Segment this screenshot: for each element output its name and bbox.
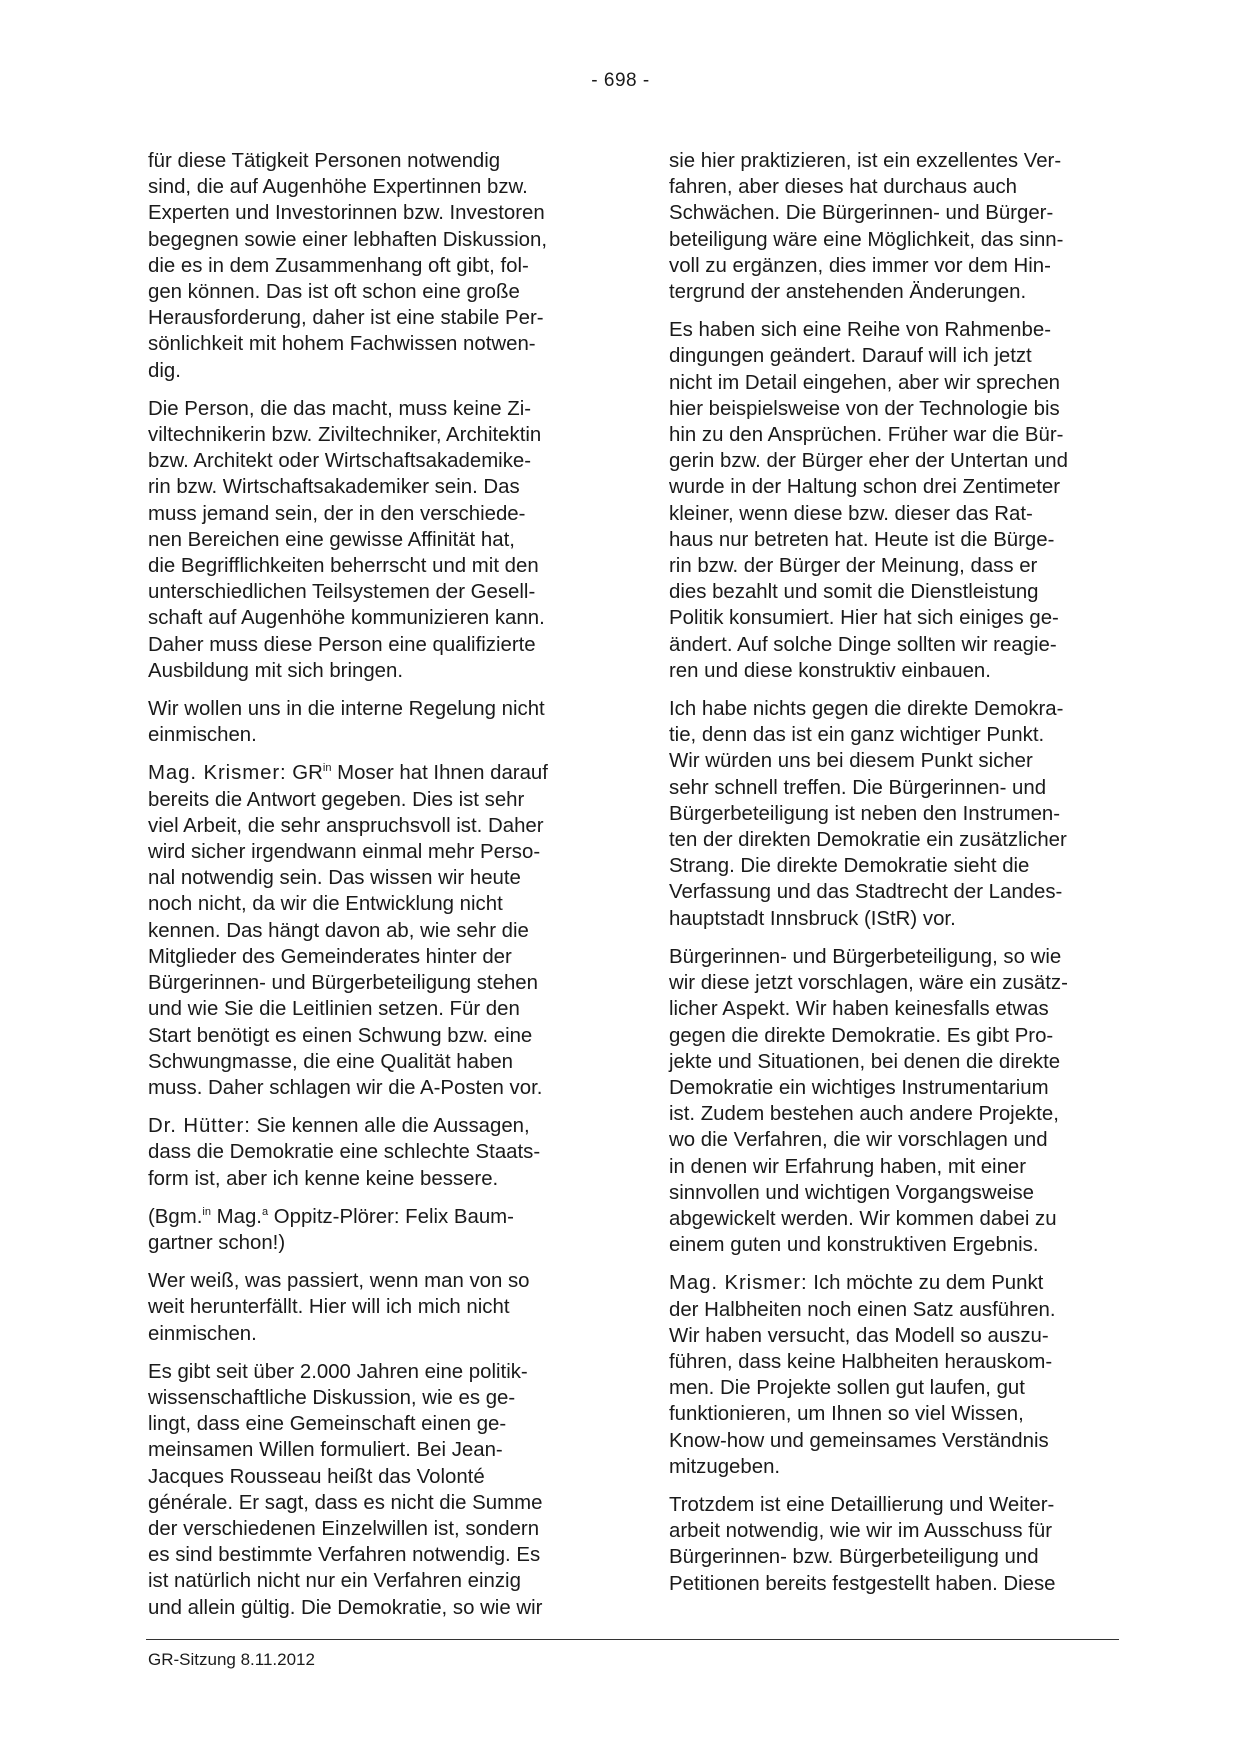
- paragraph: Es haben sich eine Reihe von Rahmenbe- dingungen geändert. Darauf will ich jetzt nicht im Detail eingehen, aber wir sprechen hier beispielsweise von der Technologie bis hin zu den Ansprüchen. Früher war die Bür- gerin bzw. der Bürger eher der Untertan und wurde in der Haltung schon drei Zentimeter kleiner, wenn diese bzw. dieser das Rat- haus nur betreten hat. Heute ist die Bürge- rin bzw. der Bürger der Meinung, dass er dies bezahlt und somit die Dienstleistung Politik konsumiert. Hier hat sich einiges ge- ändert. Auf solche Dinge sollten wir reagie- ren und diese konstruktiv einbauen.: [669, 319, 1068, 682]
- speaker-name: Mag. Krismer:: [669, 1272, 808, 1295]
- interjection: (Bgm.$^{in}$ Mag.$^a$ Oppitz-Plörer: Felix Baum- gartner schon!): [148, 1205, 514, 1254]
- paragraph: Ich habe nichts gegen die direkte Demokra- tie, denn das ist ein ganz wichtiger Punkt. Wir würden uns bei diesem Punkt sicher sehr schnell treffen. Die Bürgerinnen- und Bürgerbeteiligung ist neben den Instrumen- ten der direkten Demokratie ein zusätzlicher Strang. Die direkte Demokratie sieht die Verfassung und das Stadtrecht der Landes- hauptstadt Innsbruck (IStR) vor.: [669, 698, 1067, 930]
- footer-session-date: GR-Sitzung 8.11.2012: [148, 1650, 315, 1669]
- speech-krismer: Mag. Krismer: Ich möchte zu dem Punkt der Halbheiten noch einen Satz ausführen. Wir haben versucht, das Modell so auszu- führen, dass keine Halbheiten herauskom- men. Die Projekte sollen gut laufen, gut funktionieren, um Ihnen so viel Wissen, Know-how und gemeinsames Verständnis mitzugeben.: [669, 1272, 1056, 1478]
- page-number: - 698 -: [591, 70, 650, 91]
- speech-krismer: Mag. Krismer: $GR^{in}$ Moser hat Ihnen darauf bereits die Antwort gegeben. Dies ist sehr viel Arbeit, die sehr anspruchsvoll ist. Daher wird sicher irgendwann einmal mehr Perso- nal notwendig sein. Das wissen wir heute noch nicht, da wir die Entwicklung nicht kennen. Das hängt davon ab, wie sehr die Mitglieder des Gemeinderates hinter der Bürgerinnen- und Bürgerbeteiligung stehen und wie Sie die Leitlinien setzen. Für den Start benötigt es einen Schwung bzw. eine Schwungmasse, die eine Qualität haben muss. Daher schlagen wir die A-Posten vor.: [148, 762, 548, 1099]
- right-column: [669, 148, 1114, 1609]
- footer-divider: [146, 1639, 1119, 1640]
- paragraph: Trotzdem ist eine Detaillierung und Weiter- arbeit notwendig, wie wir im Ausschuss für Bürgerinnen- bzw. Bürgerbeteiligung und Petitionen bereits festgestellt haben. Diese: [669, 1493, 1056, 1595]
- speaker-name: Dr. Hütter:: [148, 1115, 251, 1138]
- paragraph: für diese Tätigkeit Personen notwendig sind, die auf Augenhöhe Expertinnen bzw. Experten und Investorinnen bzw. Investoren begegnen sowie einer lebhaften Diskussion, die es in dem Zusammenhang oft gibt, fol- gen können. Das ist oft schon eine große Herausforderung, daher ist eine stabile Per- sönlichkeit mit hohem Fachwissen notwen- dig.: [148, 150, 548, 382]
- speech-huetter: Dr. Hütter: Sie kennen alle die Aussagen, dass die Demokratie eine schlechte Staats- form ist, aber ich kenne keine bessere.: [148, 1115, 541, 1190]
- paragraph: Wer weiß, was passiert, wenn man von so weit herunterfällt. Hier will ich mich nicht einmischen.: [148, 1270, 530, 1345]
- speaker-name: Mag. Krismer:: [148, 762, 287, 785]
- paragraph: Wir wollen uns in die interne Regelung nicht einmischen.: [148, 698, 545, 747]
- paragraph: Die Person, die das macht, muss keine Zi- viltechnikerin bzw. Ziviltechniker, Architektin bzw. Architekt oder Wirtschaftsakademike- rin bzw. Wirtschaftsakademiker sein. Das muss jemand sein, der in den verschiede- nen Bereichen eine gewisse Affinität hat, die Begrifflichkeiten beherrscht und mit den unterschiedlichen Teilsystemen der Gesell- schaft auf Augenhöhe kommunizieren kann. Daher muss diese Person eine qualifizierte Ausbildung mit sich bringen.: [148, 397, 545, 682]
- paragraph: Es gibt seit über 2.000 Jahren eine politik- wissenschaftliche Diskussion, wie es ge- lingt, dass eine Gemeinschaft einen ge- meinsamen Willen formuliert. Bei Jean- Jacques Rousseau heißt das Volonté générale. Er sagt, dass es nicht die Summe der verschiedenen Einzelwillen ist, sondern es sind bestimmte Verfahren notwendig. Es ist natürlich nicht nur ein Verfahren einzig und allein gültig. Die Demokratie, so wie wir: [148, 1360, 543, 1619]
- left-column: [148, 148, 593, 1633]
- paragraph: Bürgerinnen- und Bürgerbeteiligung, so wie wir diese jetzt vorschlagen, wäre ein zusätz- licher Aspekt. Wir haben keinesfalls etwas gegen die direkte Demokratie. Es gibt Pro- jekte und Situationen, bei denen die direkte Demokratie ein wichtiges Instrumentarium ist. Zudem bestehen auch andere Projekte, wo die Verfahren, die wir vorschlagen und in denen wir Erfahrung haben, mit einer sinnvollen und wichtigen Vorgangsweise abgewickelt werden. Wir kommen dabei zu einem guten und konstruktiven Ergebnis.: [669, 945, 1068, 1257]
- paragraph: sie hier praktizieren, ist ein exzellentes Ver- fahren, aber dieses hat durchaus auch Schwächen. Die Bürgerinnen- und Bürger- beteiligung wäre eine Möglichkeit, das sinn- voll zu ergänzen, dies immer vor dem Hin- tergrund der anstehenden Änderungen.: [669, 150, 1064, 304]
